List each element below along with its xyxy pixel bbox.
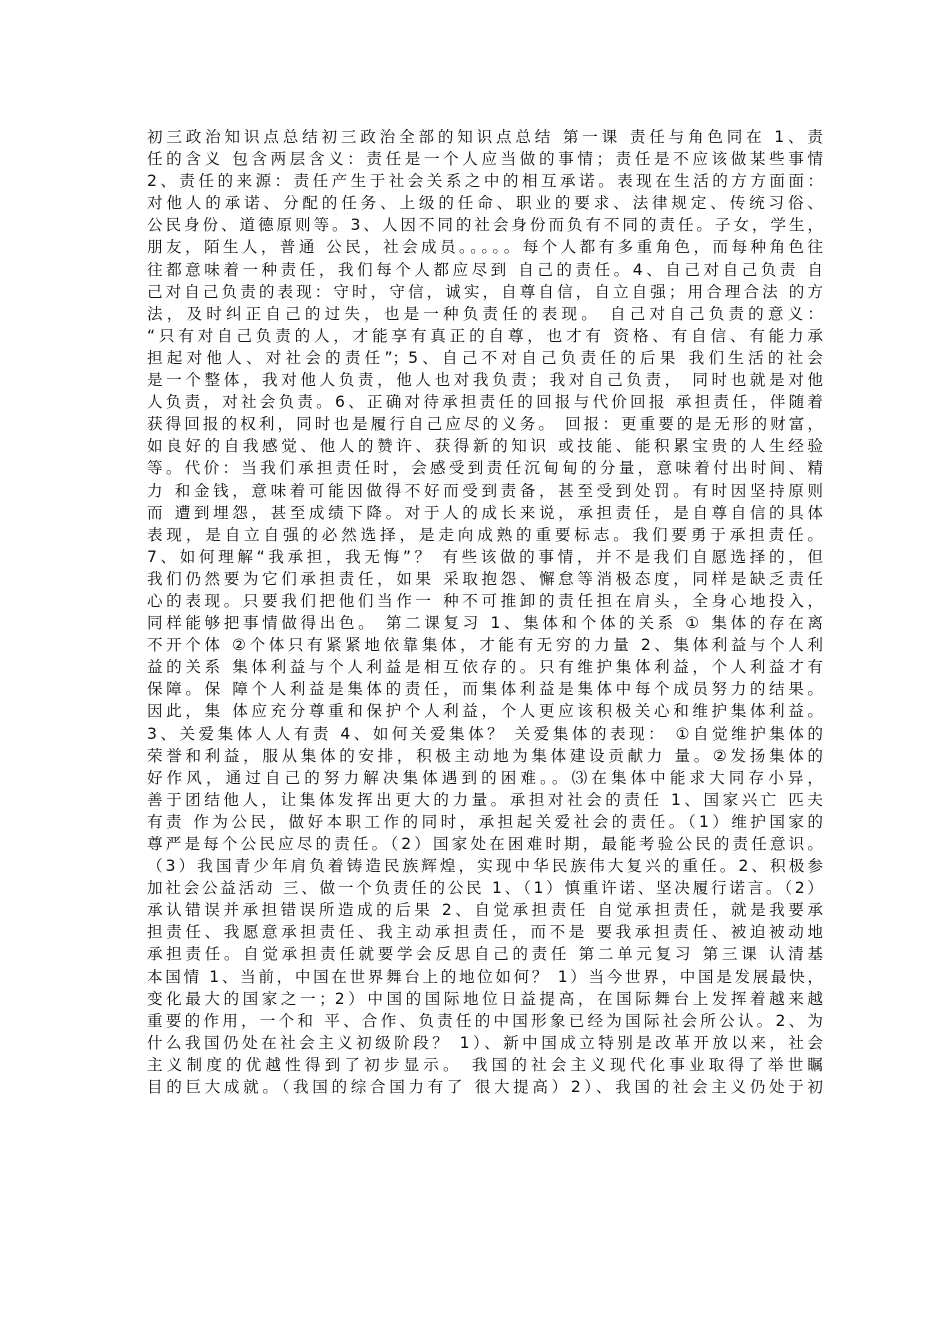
text-line: 重要的作用，一个和 平、合作、负责任的中国形象已经为国际社会所公认。2、为 <box>147 1011 823 1030</box>
text-line: 往都意味着一种责任，我们每个人都应尽到 自己的责任。4、自己对自己负责 自 <box>147 260 823 279</box>
text-line: 对他人的承诺、分配的任务、上级的任命、职业的要求、法律规定、传统习俗、 <box>147 194 823 213</box>
text-line: 任的含义 包含两层含义：责任是一个人应当做的事情；责任是不应该做某些事情 <box>147 150 823 169</box>
text-line: 是一个整体，我对他人负责，他人也对我负责；我对自己负责， 同时也就是对他 <box>147 371 823 390</box>
text-line: 荣誉和利益，服从集体的安排，积极主动地为集体建设贡献力 量。②发扬集体的 <box>147 746 823 765</box>
text-line: 而 遭到埋怨，甚至成绩下降。对于人的成长来说，承担责任，是自尊自信的具体 <box>147 503 823 522</box>
text-line: 尊严是每个公民应尽的责任。（2）国家处在困难时期，最能考验公民的责任意识。 <box>147 835 823 853</box>
document-body-text <box>147 126 823 1098</box>
text-line: 好作风，通过自己的努力解决集体遇到的困难。。⑶在集体中能求大同存小异， <box>147 768 823 787</box>
text-line: 保障。保 障个人利益是集体的责任，而集体利益是集体中每个成员努力的结果。 <box>147 680 823 699</box>
text-line: 获得回报的权利，同时也是履行自己应尽的义务。 回报：更重要的是无形的财富， <box>147 415 823 434</box>
text-line: 主义制度的优越性得到了初步显示。 我国的社会主义现代化事业取得了举世瞩 <box>147 1055 823 1074</box>
text-line: 力 和金钱，意味着可能因做得不好而受到责备，甚至受到处罚。有时因坚持原则 <box>147 481 823 500</box>
text-line: 7、如何理解“我承担，我无悔”？ 有些该做的事情，并不是我们自愿选择的，但 <box>147 547 823 566</box>
text-line: 什么我国仍处在社会主义初级阶段？ 1）、新中国成立特别是改革开放以来，社会 <box>147 1033 823 1052</box>
text-line: 变化最大的国家之一；2）中国的国际地位日益提高，在国际舞台上发挥着越来越 <box>147 989 823 1008</box>
text-line: 等。代价：当我们承担责任时，会感受到责任沉甸甸的分量，意味着付出时间、精 <box>147 459 823 478</box>
text-line: 我们仍然要为它们承担责任，如果 采取抱怨、懈怠等消极态度，同样是缺乏责任 <box>147 569 823 588</box>
text-line: 表现，是自立自强的必然选择，是走向成熟的重要标志。我们要勇于承担责任。 <box>147 525 823 544</box>
text-line: 心的表现。只要我们把他们当作一 种不可推卸的责任担在肩头，全身心地投入， <box>147 591 823 610</box>
text-line: 人负责，对社会负责。6、正确对待承担责任的回报与代价回报 承担责任，伴随着 <box>147 393 823 412</box>
text-line: 承认错误并承担错误所造成的后果 2、自觉承担责任 自觉承担责任，就是我要承 <box>147 901 823 920</box>
text-line: 本国情 1、当前，中国在世界舞台上的地位如何？ 1）当今世界，中国是发展最快， <box>147 967 823 986</box>
text-line: 善于团结他人，让集体发挥出更大的力量。承担对社会的责任 1、国家兴亡 匹夫 <box>147 790 823 809</box>
text-line: 法，及时纠正自己的过失，也是一种负责任的表现。 自己对自己负责的意义： <box>147 304 823 323</box>
text-line: 公民身份、道德原则等。3、人因不同的社会身份而负有不同的责任。子女，学生， <box>147 216 823 235</box>
text-line: 2、责任的来源：责任产生于社会关系之中的相互承诺。表现在生活的方方面面： <box>147 172 823 191</box>
text-line: 初三政治知识点总结初三政治全部的知识点总结 第一课 责任与角色同在 1、责 <box>147 128 823 146</box>
text-line: 承担责任。自觉承担责任就要学会反思自己的责任 第二单元复习 第三课 认清基 <box>147 945 823 964</box>
text-line: 有责 作为公民，做好本职工作的同时，承担起关爱社会的责任。（1）维护国家的 <box>147 812 823 831</box>
text-line: “只有对自己负责的人，才能享有真正的自尊，也才有 资格、有自信、有能力承 <box>147 326 823 345</box>
text-line: 己对自己负责的表现：守时，守信，诚实，自尊自信，自立自强；用合理合法 的方 <box>147 282 823 301</box>
text-line: 担责任、我愿意承担责任、我主动承担责任，而不是 要我承担责任、被迫被动地 <box>147 923 823 942</box>
text-line: 同样能够把事情做得出色。 第二课复习 1、集体和个体的关系 ① 集体的存在离 <box>147 614 823 633</box>
text-line: 益的关系 集体利益与个人利益是相互依存的。只有维护集体利益，个人利益才有 <box>147 658 823 677</box>
text-line: 3、关爱集体人人有责 4、如何关爱集体？ 关爱集体的表现： ①自觉维护集体的 <box>147 724 823 743</box>
text-line: 不开个体 ②个体只有紧紧地依靠集体，才能有无穷的力量 2、集体利益与个人利 <box>147 636 823 655</box>
text-line: 如良好的自我感觉、他人的赞许、获得新的知识 或技能、能积累宝贵的人生经验 <box>147 437 823 456</box>
text-line: 加社会公益活动 三、做一个负责任的公民 1、（1）慎重许诺、坚决履行诺言。（2） <box>147 879 823 898</box>
text-line: 因此，集 体应充分尊重和保护个人利益，个人更应该积极关心和维护集体利益。 <box>147 702 823 721</box>
text-line: 朋友，陌生人，普通 公民，社会成员。。。。。每个人都有多重角色，而每种角色往 <box>147 238 823 257</box>
text-line: 担起对他人、对社会的责任”；5、自己不对自己负责任的后果 我们生活的社会 <box>147 348 823 367</box>
text-line: 目的巨大成就。（我国的综合国力有了 很大提高）2）、我国的社会主义仍处于初 <box>147 1078 823 1097</box>
text-line: （3）我国青少年肩负着铸造民族辉煌，实现中华民族伟大复兴的重任。2、积极参 <box>147 857 823 876</box>
